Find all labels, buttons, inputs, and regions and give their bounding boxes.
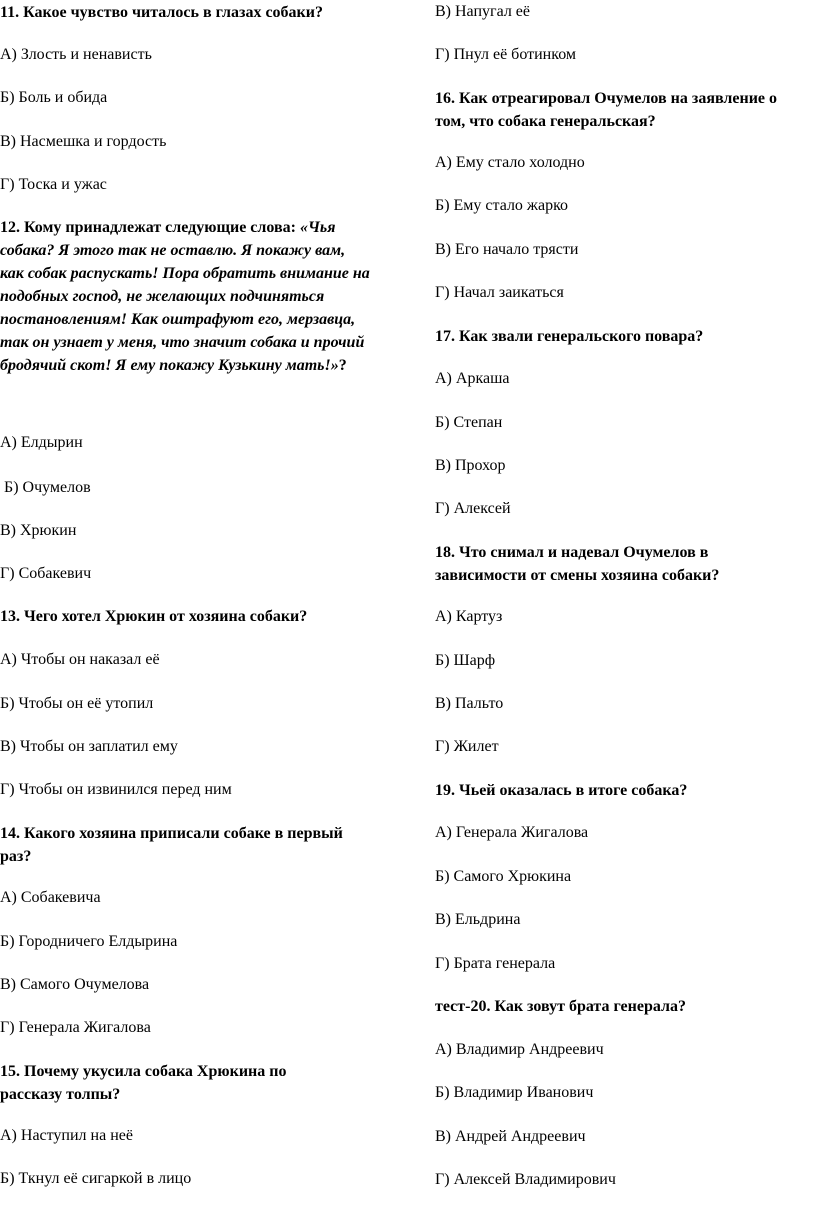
question-20: тест-20. Как зовут брата генерала? bbox=[435, 998, 686, 1015]
question-19-option-d: Г) Брата генерала bbox=[435, 955, 556, 972]
question-14-option-d: Г) Генерала Жигалова bbox=[0, 1019, 151, 1036]
question-18-option-b: Б) Шарф bbox=[435, 652, 496, 669]
question-12-option-b: Б) Очумелов bbox=[0, 479, 91, 496]
question-12-end: ? bbox=[338, 357, 347, 374]
question-11-option-b: Б) Боль и обида bbox=[0, 89, 108, 106]
question-15: 15. Почему укусила собака Хрюкина по рассказу толпы? bbox=[0, 1063, 287, 1103]
question-20-option-c: В) Андрей Андреевич bbox=[435, 1128, 586, 1145]
question-15-option-b: Б) Ткнул её сигаркой в лицо bbox=[0, 1170, 192, 1187]
question-11-option-d: Г) Тоска и ужас bbox=[0, 176, 107, 193]
question-12-option-a: А) Елдырин bbox=[0, 434, 83, 451]
question-18-option-d: Г) Жилет bbox=[435, 738, 499, 755]
question-17-option-c: В) Прохор bbox=[435, 457, 506, 474]
question-20-option-a: А) Владимир Андреевич bbox=[435, 1041, 604, 1058]
question-12-option-c: В) Хрюкин bbox=[0, 522, 77, 539]
question-15-option-c: В) Напугал её bbox=[435, 3, 530, 20]
question-15-option-d: Г) Пнул её ботинком bbox=[435, 46, 577, 63]
question-19-option-b: Б) Самого Хрюкина bbox=[435, 868, 572, 885]
question-12 bbox=[0, 216, 372, 377]
question-16-option-c: В) Его начало трясти bbox=[435, 241, 579, 258]
question-12-option-d: Г) Собакевич bbox=[0, 565, 92, 582]
question-13-option-b: Б) Чтобы он её утопил bbox=[0, 695, 154, 712]
question-16: 16. Как отреагировал Очумелов на заявление о том, что собака генеральская? bbox=[435, 90, 778, 130]
question-15-option-a: А) Наступил на неё bbox=[0, 1127, 133, 1144]
question-17-option-b: Б) Степан bbox=[435, 414, 503, 431]
question-11: 11. Какое чувство читалось в глазах собаки? bbox=[0, 4, 323, 21]
question-16-option-d: Г) Начал заикаться bbox=[435, 284, 564, 301]
question-19: 19. Чьей оказалась в итоге собака? bbox=[435, 782, 688, 799]
question-14-option-a: А) Собакевича bbox=[0, 889, 101, 906]
question-13-option-a: А) Чтобы он наказал её bbox=[0, 651, 160, 668]
question-13-option-c: В) Чтобы он заплатил ему bbox=[0, 738, 178, 755]
question-18: 18. Что снимал и надевал Очумелов в зависимости от смены хозяина собаки? bbox=[435, 544, 720, 584]
question-11-option-a: А) Злость и ненависть bbox=[0, 46, 152, 63]
question-17: 17. Как звали генеральского повара? bbox=[435, 328, 704, 345]
question-13: 13. Чего хотел Хрюкин от хозяина собаки? bbox=[0, 608, 308, 625]
question-12-lead: 12. Кому принадлежат следующие слова: bbox=[0, 219, 296, 236]
question-18-option-c: В) Пальто bbox=[435, 695, 504, 712]
question-20-option-b: Б) Владимир Иванович bbox=[435, 1084, 594, 1101]
question-16-option-b: Б) Ему стало жарко bbox=[435, 197, 569, 214]
question-14-option-b: Б) Городничего Елдырина bbox=[0, 933, 178, 950]
question-14-option-c: В) Самого Очумелова bbox=[0, 976, 150, 993]
question-12-quote: «Чья собака? Я этого так не оставлю. Я покажу вам, как собак распускать! Пора обратить внимание на подобных господ, не желающих подчиняться постановлениям! Как оштрафуют его, мерзавца, так он узнает у меня, что значит собака и прочий бродячий скот! Я ему покажу Кузькину мать!» bbox=[0, 219, 370, 374]
question-19-option-c: В) Ельдрина bbox=[435, 911, 521, 928]
question-20-option-d: Г) Алексей Владимирович bbox=[435, 1171, 616, 1188]
question-11-option-c: В) Насмешка и гордость bbox=[0, 133, 167, 150]
question-18-option-a: А) Картуз bbox=[435, 608, 503, 625]
question-19-option-a: А) Генерала Жигалова bbox=[435, 824, 589, 841]
question-17-option-a: А) Аркаша bbox=[435, 370, 510, 387]
question-14: 14. Какого хозяина приписали собаке в первый раз? bbox=[0, 825, 343, 865]
question-16-option-a: А) Ему стало холодно bbox=[435, 154, 585, 171]
question-17-option-d: Г) Алексей bbox=[435, 500, 511, 517]
question-13-option-d: Г) Чтобы он извинился перед ним bbox=[0, 781, 232, 798]
